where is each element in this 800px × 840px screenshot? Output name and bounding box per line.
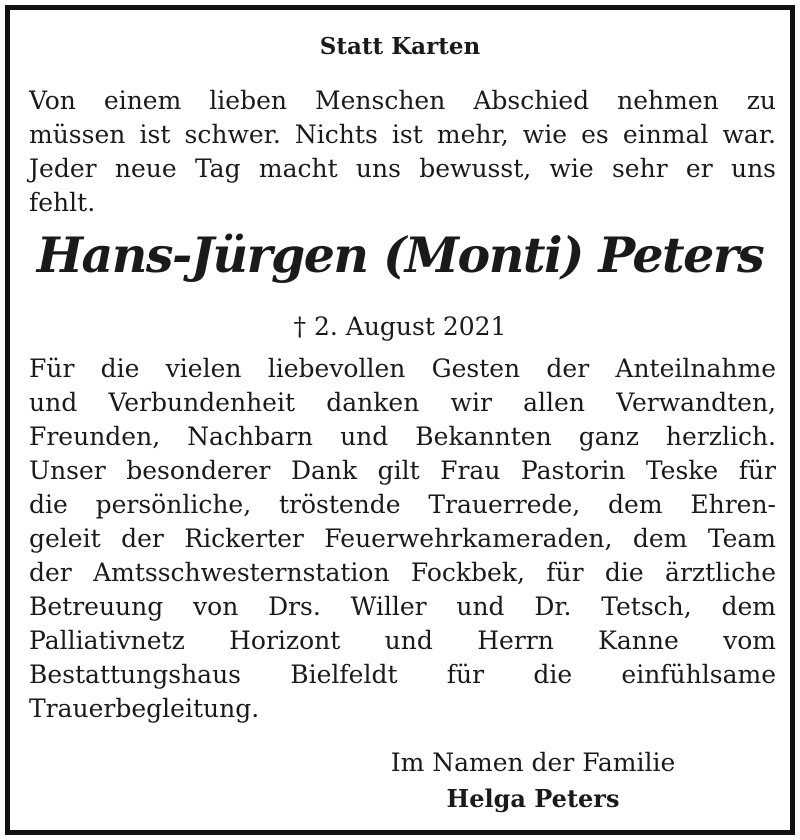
intro-line: Jeder neue Tag macht uns bewusst, wie sehr er uns xyxy=(29,154,776,183)
thanks-line: Freunden, Nachbarn und Bekannten ganz herzlich. xyxy=(29,422,776,451)
intro-line: Von einem lieben Menschen Abschied nehmen zu xyxy=(29,86,776,115)
thanks-line: und Verbundenheit danken wir allen Verwandten, xyxy=(29,388,776,417)
thanks-line: Palliativnetz Horizont und Herrn Kanne vom xyxy=(29,626,776,655)
thanks-line: der Amtsschwesternstation Fockbek, für die ärztliche xyxy=(29,558,776,587)
thanks-line: Bestattungshaus Bielfeldt für die einfühlsame xyxy=(29,660,776,689)
thanks-paragraph xyxy=(29,352,776,726)
thanks-line: Trauerbegleitung. xyxy=(29,694,260,723)
thanks-line: die persönliche, tröstende Trauerrede, dem Ehren- xyxy=(29,490,776,519)
death-date: † 2. August 2021 xyxy=(293,312,507,341)
thanks-line: Unser besonderer Dank gilt Frau Pastorin Teske für xyxy=(29,456,776,485)
thanks-line: Betreuung von Drs. Willer und Dr. Tetsch, dem xyxy=(29,592,776,621)
intro-line: fehlt. xyxy=(29,188,96,217)
deceased-name: Hans-Jürgen (Monti) Peters xyxy=(36,226,764,284)
signer-name: Helga Peters xyxy=(446,784,620,813)
intro-paragraph xyxy=(29,84,776,220)
thanks-line: Für die vielen liebevollen Gesten der Anteilnahme xyxy=(29,354,776,383)
notice-heading: Statt Karten xyxy=(319,33,481,60)
obituary-notice xyxy=(5,5,795,835)
intro-line: müssen ist schwer. Nichts ist mehr, wie es einmal war. xyxy=(29,120,776,149)
closing-phrase: Im Namen der Familie xyxy=(390,748,676,777)
thanks-line: geleit der Rickerter Feuerwehrkameraden, dem Team xyxy=(29,524,776,553)
